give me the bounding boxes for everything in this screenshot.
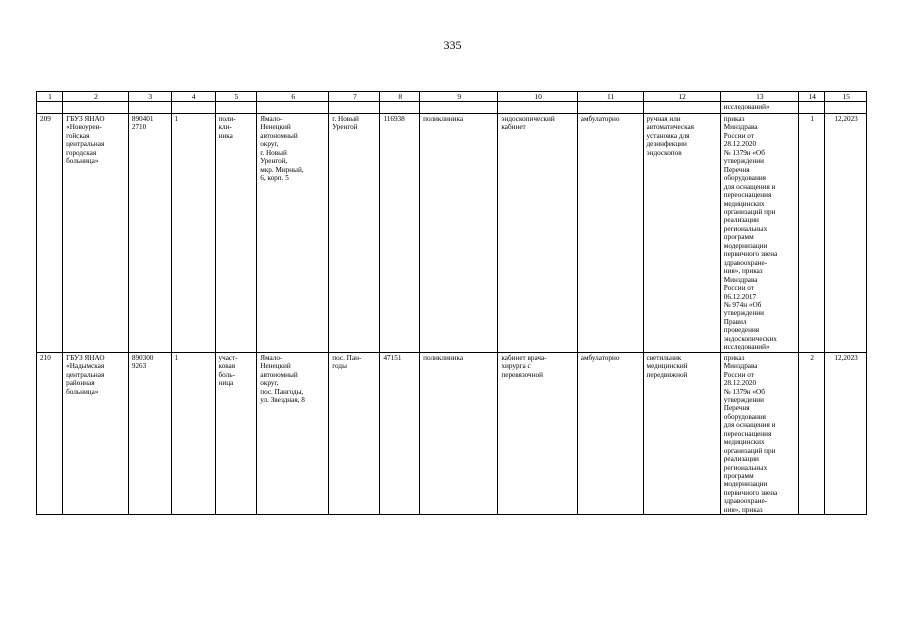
basis-document-cell-line: 28.12.2020	[723, 140, 757, 149]
address-cell-line: автономный	[260, 370, 298, 379]
address-cell-line: Ямало-	[260, 353, 283, 362]
address-cell-line: Ненецкий	[260, 123, 291, 132]
basis-document-cell-line: региональных	[723, 463, 768, 472]
count-cell: 1	[171, 352, 215, 515]
basis-document-cell-line: оборудования	[723, 174, 766, 183]
basis-document-cell-line: России от	[723, 131, 754, 140]
page-number: 335	[443, 38, 462, 52]
equipment-cell-line: медицинский	[646, 362, 688, 371]
unit-cell: поликлиника	[420, 114, 498, 353]
address-cell	[257, 114, 329, 353]
locality-cell-line: Уренгой	[332, 123, 358, 132]
header-cell-3: 3	[128, 92, 171, 102]
row-number-cell: 209	[37, 114, 63, 353]
room-cell	[498, 352, 577, 515]
basis-document-cell-line: здравоохране-	[723, 258, 768, 267]
facility-type-cell-line: участ-	[218, 353, 238, 362]
equipment-cell	[643, 114, 720, 353]
organization-cell-line: районная	[66, 379, 95, 388]
header-cell-1: 1	[37, 92, 63, 102]
basis-document-cell-line: № 974н «Об	[723, 300, 762, 309]
organization-cell-line: «Новоурен-	[66, 123, 102, 132]
organization-cell-line: городская	[66, 148, 97, 157]
code-cell	[128, 114, 171, 353]
organization-cell-line: ГБУЗ ЯНАО	[66, 353, 105, 362]
basis-document-cell-line: ния», приказ	[723, 505, 763, 514]
basis-document-cell-line: эндоскопических	[723, 334, 777, 343]
basis-document-cell-line: Перечня	[723, 165, 750, 174]
basis-document-cell-line: Минздрава	[723, 362, 758, 371]
organization-cell	[63, 114, 129, 353]
address-cell-line: Ямало-	[260, 115, 283, 123]
basis-document-cell-line: оборудования	[723, 412, 766, 421]
basis-document-cell-line: № 1379н «Об	[723, 387, 765, 396]
organization-cell-line: гойская	[66, 131, 90, 140]
basis-document-cell-line: исследований»	[723, 343, 770, 352]
table-row	[37, 352, 867, 515]
address-cell-line: Уренгой,	[260, 157, 288, 166]
header-cell-10: 10	[498, 92, 577, 102]
address-cell-line: г. Новый	[260, 148, 287, 157]
code-cell-line: 890401	[131, 115, 154, 123]
header-cell-4: 4	[171, 92, 215, 102]
basis-document-cell-line: утверждении	[723, 157, 764, 166]
header-cell-7: 7	[329, 92, 380, 102]
equipment-cell	[643, 352, 720, 515]
basis-document-cell-line: России от	[723, 284, 754, 293]
address-cell-line: пос. Пангоды,	[260, 387, 304, 396]
table-body	[37, 92, 867, 515]
organization-cell-line: центральная	[66, 140, 105, 149]
basis-document-cell-line: модернизации	[723, 241, 768, 250]
organization-cell-line: ГБУЗ ЯНАО	[66, 115, 105, 123]
facility-type-cell-line: ница	[218, 379, 234, 388]
equipment-cell-line: автоматическая	[646, 123, 694, 132]
locality-cell-line: пос. Пан-	[332, 353, 362, 362]
equipment-cell-line: ручная или	[646, 115, 681, 123]
basis-document-cell-line: организаций при	[723, 446, 776, 455]
continuation-row	[37, 102, 867, 114]
basis-document-cell-line: первичного звена	[723, 250, 778, 259]
header-cell-2: 2	[63, 92, 129, 102]
header-cell-15: 15	[825, 92, 867, 102]
header-cell-9: 9	[420, 92, 498, 102]
address-cell	[257, 352, 329, 515]
basis-document-cell-line: медицинских	[723, 199, 765, 208]
address-cell-line: ул. Звездная, 8	[260, 395, 305, 404]
facility-type-cell	[215, 352, 257, 515]
equipment-cell-line: передвижной	[646, 370, 688, 379]
address-cell-line: автономный	[260, 131, 298, 140]
organization-cell-line: центральная	[66, 370, 105, 379]
unit-cell: поликлиника	[420, 352, 498, 515]
basis-document-cell-line: Минздрава	[723, 123, 758, 132]
table-row	[37, 114, 867, 353]
room-cell-line: кабинет	[501, 123, 526, 132]
header-cell-12: 12	[643, 92, 720, 102]
address-cell-line: 6, корп. 5	[260, 174, 289, 183]
basis-document-cell-line: организаций при	[723, 207, 776, 216]
basis-document-cell-line: № 1379н «Об	[723, 148, 765, 157]
organization-cell	[63, 352, 129, 515]
quantity-cell: 2	[799, 352, 825, 515]
basis-document-cell-line: первичного звена	[723, 488, 778, 497]
basis-document-cell-line: утверждении	[723, 395, 764, 404]
equipment-cell-line: эндоскопов	[646, 148, 682, 157]
code-cell-line: 890300	[131, 353, 154, 362]
basis-document-cell-line: Правил	[723, 317, 747, 326]
basis-document-cell-line: Перечня	[723, 404, 750, 413]
basis-document-cell-line: программ	[723, 472, 754, 481]
room-cell-line: эндоскопический	[501, 115, 555, 123]
basis-document-cell-line: проведения	[723, 326, 760, 335]
population-cell: 116938	[380, 114, 420, 353]
equipment-cell-line: установка для	[646, 131, 690, 140]
population-cell: 47151	[380, 352, 420, 515]
basis-document-cell-line: здравоохране-	[723, 497, 768, 506]
basis-document-cell-line: Минздрава	[723, 275, 758, 284]
address-cell-line: Ненецкий	[260, 362, 291, 371]
facility-type-cell-line: ковая	[218, 362, 236, 371]
room-cell-line: перевязочной	[501, 370, 543, 379]
facility-type-cell-line: поли-	[218, 115, 236, 123]
header-cell-13: 13	[720, 92, 798, 102]
basis-document-cell-line: утверждении	[723, 309, 764, 318]
count-cell: 1	[171, 114, 215, 353]
basis-document-cell-line: реализации	[723, 455, 759, 464]
facility-type-cell-line: боль-	[218, 370, 235, 379]
organization-cell-line: больница»	[66, 387, 99, 396]
basis-document-cell	[720, 352, 798, 515]
header-row	[37, 92, 867, 102]
room-cell-line: хирурга с	[501, 362, 531, 371]
header-cell-14: 14	[799, 92, 825, 102]
facility-type-cell-line: кли-	[218, 123, 232, 132]
facility-type-cell-line: ника	[218, 131, 233, 140]
continuation-cell: исследований»	[720, 102, 798, 114]
locality-cell-line: г. Новый	[332, 115, 359, 123]
header-cell-5: 5	[215, 92, 257, 102]
room-cell	[498, 114, 577, 353]
care-mode-cell: амбулаторно	[577, 352, 643, 515]
basis-document-cell-line: программ	[723, 233, 754, 242]
basis-document-cell	[720, 114, 798, 353]
locality-cell	[329, 352, 380, 515]
address-cell-line: округ,	[260, 140, 279, 149]
basis-document-cell-line: реализации	[723, 216, 759, 225]
register-table	[36, 91, 867, 515]
header-cell-11: 11	[577, 92, 643, 102]
basis-document-cell-line: 06.12.2017	[723, 292, 757, 301]
date-cell: 12,2023	[825, 352, 867, 515]
header-cell-8: 8	[380, 92, 420, 102]
organization-cell-line: «Надымская	[66, 362, 105, 371]
locality-cell	[329, 114, 380, 353]
basis-document-cell-line: модернизации	[723, 480, 768, 489]
code-cell-line: 2710	[131, 123, 147, 132]
date-cell: 12,2023	[825, 114, 867, 353]
code-cell-line: 9263	[131, 362, 147, 371]
basis-document-cell-line: приказ	[723, 115, 745, 123]
basis-document-cell-line: для оснащения и	[723, 182, 776, 191]
basis-document-cell-line: региональных	[723, 224, 768, 233]
basis-document-cell-line: переоснащения	[723, 191, 772, 200]
basis-document-cell-line: приказ	[723, 353, 745, 362]
basis-document-cell-line: 28.12.2020	[723, 379, 757, 388]
equipment-cell-line: светильник	[646, 353, 682, 362]
address-cell-line: округ,	[260, 379, 279, 388]
room-cell-line: кабинет врача-	[501, 353, 547, 362]
header-cell-6: 6	[257, 92, 329, 102]
organization-cell-line: больница»	[66, 157, 99, 166]
basis-document-cell-line: для оснащения и	[723, 421, 776, 430]
basis-document-cell-line: России от	[723, 370, 754, 379]
equipment-cell-line: дезинфекции	[646, 140, 687, 149]
facility-type-cell	[215, 114, 257, 353]
address-cell-line: мкр. Мирный,	[260, 165, 304, 174]
row-number-cell: 210	[37, 352, 63, 515]
quantity-cell: 1	[799, 114, 825, 353]
basis-document-cell-line: переоснащения	[723, 429, 772, 438]
locality-cell-line: годы	[332, 362, 347, 371]
basis-document-cell-line: медицинских	[723, 438, 765, 447]
code-cell	[128, 352, 171, 515]
care-mode-cell: амбулаторно	[577, 114, 643, 353]
basis-document-cell-line: ния», приказ	[723, 267, 763, 276]
